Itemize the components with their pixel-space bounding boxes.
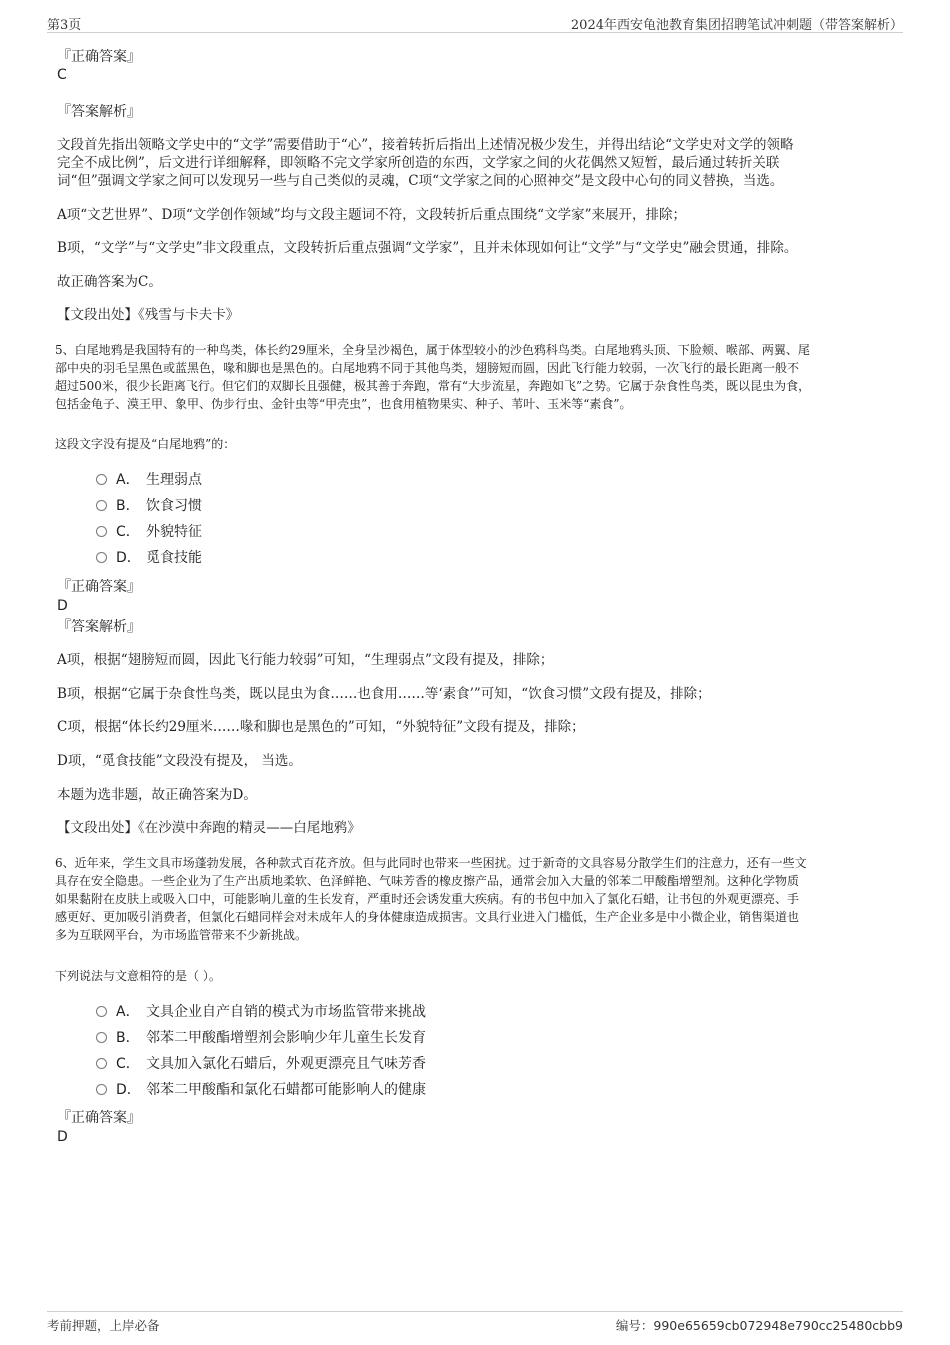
radio-icon[interactable] [96, 500, 107, 511]
page-footer [47, 1311, 903, 1334]
document-code [616, 1316, 903, 1334]
radio-icon[interactable] [96, 552, 107, 563]
q5-stem-line: 包括金龟子、漠王甲、象甲、伪步行虫、金针虫等“甲壳虫”，也食用植物果实、种子、苇叶、玉米等“素食”。 [55, 397, 632, 411]
q4-source: 【文段出处】《残雪与卡夫卡》 [57, 307, 240, 323]
q5-answer: D [57, 598, 68, 614]
radio-icon[interactable] [96, 526, 107, 537]
q4-analysis-label: 『答案解析』 [57, 104, 141, 120]
q6-stem-line: 感更好、更加吸引消费者，但氯化石蜡同样会对未成年人的身体健康造成损害。文具行业进入门槛低，生产企业多是中小微企业，销售渠道也 [55, 910, 800, 924]
q4-analysis-paragraph: A项“文艺世界”、D项“文学创作领域”均与文段主题词不符，文段转折后重点围绕“文学家”来展开，排除； [57, 207, 686, 223]
document-title: 2024年西安龟池教育集团招聘笔试冲刺题（带答案解析） [570, 18, 903, 33]
q5-stem-line: 5、白尾地鸦是我国特有的一种鸟类，体长约29厘米，全身呈沙褐色，属于体型较小的沙色鸦科鸟类。白尾地鸦头顶、下脸颊、喉部、两翼、尾 [55, 343, 810, 357]
q6-stem-line: 如果黏附在皮肤上或吸入口中，可能影响儿童的生长发育，严重时还会诱发重大疾病。有的书包中加入了氯化石蜡，让书包的外观更漂亮、手 [55, 892, 800, 906]
q6-stem-line: 多为互联网平台，为市场监管带来不少新挑战。 [55, 928, 308, 942]
q4-analysis-line: 词“但”强调文学家之间可以发现另一些与自己类似的灵魂，C项“文学家之间的心照神交”是文段中心句的同义替换，当选。 [57, 173, 784, 189]
q6-question: 下列说法与文意相符的是（ ）。 [55, 969, 221, 983]
q5-option-d[interactable]: D． 觅食技能 [96, 549, 202, 567]
q5-analysis-line: B项，根据“它属于杂食性鸟类，既以昆虫为食……也食用……等‘素食’”可知，“饮食习惯”文段有提及，排除； [57, 686, 711, 702]
q4-analysis-line: 完全不成比例”，后文进行详细解释，即领略不完文学家所创造的东西，文学家之间的火花偶然又短暂，最后通过转折关联 [57, 155, 780, 171]
q4-conclusion: 故正确答案为C。 [57, 274, 162, 290]
q6-stem-line: 具存在安全隐患。一些企业为了生产出质地柔软、色泽鲜艳、气味芳香的橡皮擦产品，通常会加入大量的邻苯二甲酸酯增塑剂。这种化学物质 [55, 874, 800, 888]
q4-analysis-paragraph: B项，“文学”与“文学史”非文段重点，文段转折后重点强调“文学家”，且并未体现如何让“文学”与“文学史”融会贯通，排除。 [57, 240, 798, 256]
q5-analysis-label: 『答案解析』 [57, 619, 141, 635]
code-value: 990e65659cb072948e790cc25480cbb9 [653, 1318, 903, 1333]
q4-analysis-line: 文段首先指出领略文学史中的“文学”需要借助于“心”，接着转折后指出上述情况极少发生，并得出结论“文学史对文学的领略 [57, 137, 794, 153]
q5-option-c[interactable]: C． 外貌特征 [96, 523, 202, 541]
code-label: 编号： [615, 1318, 654, 1333]
page-header [47, 14, 903, 33]
q6-option-a[interactable]: A． 文具企业自产自销的模式为市场监管带来挑战 [96, 1003, 426, 1021]
q5-option-a[interactable]: A． 生理弱点 [96, 471, 202, 489]
q6-answer: D [57, 1129, 68, 1145]
q5-answer-label: 『正确答案』 [57, 579, 141, 595]
page-number: 第3页 [47, 18, 82, 33]
q4-answer-label: 『正确答案』 [57, 49, 141, 65]
radio-icon[interactable] [96, 1058, 107, 1069]
q6-option-d[interactable]: D． 邻苯二甲酸酯和氯化石蜡都可能影响人的健康 [96, 1081, 426, 1099]
q5-option-b[interactable]: B． 饮食习惯 [96, 497, 202, 515]
q5-conclusion: 本题为选非题，故正确答案为D。 [57, 787, 257, 803]
q6-stem-line: 6、近年来，学生文具市场蓬勃发展，各种款式百花齐放。但与此同时也带来一些困扰。过于新奇的文具容易分散学生们的注意力，还有一些文 [55, 856, 807, 870]
q4-answer: C [57, 67, 67, 83]
radio-icon[interactable] [96, 474, 107, 485]
q6-option-b[interactable]: B． 邻苯二甲酸酯增塑剂会影响少年儿童生长发育 [96, 1029, 426, 1047]
radio-icon[interactable] [96, 1006, 107, 1017]
q5-stem-line: 部中央的羽毛呈黑色或蓝黑色，喙和脚也是黑色的。白尾地鸦不同于其他鸟类，翅膀短而圆，因此飞行能力较弱，一次飞行的最长距离一般不 [55, 361, 800, 375]
radio-icon[interactable] [96, 1032, 107, 1043]
q6-answer-label: 『正确答案』 [57, 1110, 141, 1126]
footer-slogan: 考前押题，上岸必备 [47, 1318, 160, 1333]
q6-option-c[interactable]: C． 文具加入氯化石蜡后，外观更漂亮且气味芳香 [96, 1055, 426, 1073]
q5-analysis-line: D项，“觅食技能”文段没有提及， 当选。 [57, 753, 302, 769]
q5-source: 【文段出处】《在沙漠中奔跑的精灵——白尾地鸦》 [57, 820, 361, 836]
q5-question: 这段文字没有提及“白尾地鸦”的： [55, 437, 236, 451]
q5-analysis-line: A项，根据“翅膀短而圆，因此飞行能力较弱”可知，“生理弱点”文段有提及，排除； [57, 652, 554, 668]
q5-analysis-line: C项，根据“体长约29厘米……喙和脚也是黑色的”可知，“外貌特征”文段有提及，排除； [57, 719, 585, 735]
radio-icon[interactable] [96, 1084, 107, 1095]
q5-stem-line: 超过500米，很少长距离飞行。但它们的双脚长且强健，极其善于奔跑，常有“大步流星，奔跑如飞”之势。它属于杂食性鸟类，既以昆虫为食， [55, 379, 811, 393]
